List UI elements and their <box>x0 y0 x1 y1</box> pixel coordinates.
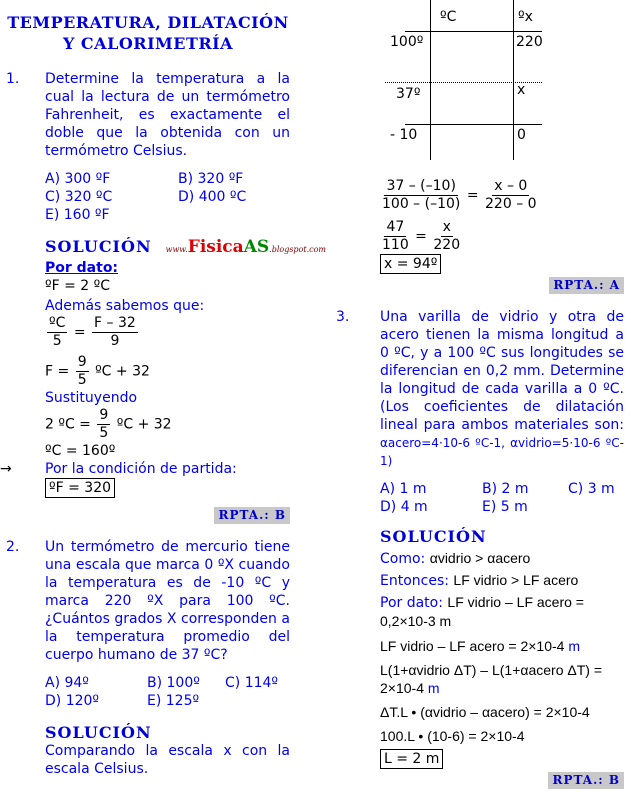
label-cm10: - 10 <box>390 127 418 143</box>
x-header: ºx <box>518 9 533 25</box>
problem-1-options <box>45 170 290 224</box>
label-x0: 0 <box>517 127 526 143</box>
answer-badge-row <box>336 771 624 789</box>
frac-num: 9 <box>99 407 109 423</box>
problem-1-text: Determine la temperatura a la cual la lectura de un termómetro Fahrenheit, es exactamente el doble que la obtenida con un termómetro Celsius. <box>45 71 290 159</box>
site-logo[interactable] <box>166 238 326 259</box>
label-c100: 100º <box>390 34 424 50</box>
unit-m: m <box>568 638 580 654</box>
celsius-axis <box>430 0 431 160</box>
problem-3-text <box>380 308 624 470</box>
solution-heading: SOLUCIÓN <box>45 237 152 256</box>
celsius-header: ºC <box>440 9 457 25</box>
equation-4 <box>45 407 290 442</box>
como-label: Como: <box>380 551 426 567</box>
answer-box: x = 94º <box>380 254 441 274</box>
sustituyendo-label: Sustituyendo <box>45 390 138 406</box>
equation-l4 <box>380 637 624 655</box>
equation-1: ºF = 2 ºC <box>45 278 111 294</box>
frac-den: 5 <box>77 372 87 388</box>
option-d: D) 4 m <box>380 499 428 515</box>
eq-l5: L(1+αvidrio ΔT) – L(1+αacero ΔT) = 2×10-4 <box>380 662 603 696</box>
x-axis <box>513 0 514 160</box>
comparison-text: Comparando la escala x con la escala Celsius. <box>45 743 290 777</box>
frac-num: 37 – (–10) <box>386 178 456 194</box>
dato-label: Por dato: <box>380 595 443 611</box>
equation-3 <box>45 354 290 389</box>
logo-prefix: www. <box>165 245 188 254</box>
title-line-2: Y CALORIMETRÍA <box>62 34 234 53</box>
option-c: C) 320 ºC <box>45 189 113 205</box>
problem-2-options <box>45 674 290 710</box>
condition-row <box>0 460 290 478</box>
option-e: E) 5 m <box>482 499 528 515</box>
equation-5: ºC = 160º <box>45 443 116 459</box>
option-d: D) 120º <box>45 693 100 709</box>
problem-1 <box>6 70 290 160</box>
answer-badge: RPTA.: B <box>214 507 290 524</box>
option-b: B) 2 m <box>482 481 529 497</box>
frac-den: 220 <box>433 237 461 253</box>
como-eq: αvidrio > αacero <box>429 550 531 566</box>
eq-l4: LF vidrio – LF acero = 2×10-4 <box>380 638 565 654</box>
option-d: D) 400 ºC <box>178 189 247 205</box>
option-b: B) 320 ºF <box>178 171 244 187</box>
frac-den: 5 <box>99 425 109 441</box>
problem-3-options <box>380 480 624 516</box>
problem-3-solution <box>380 528 624 769</box>
problem-2 <box>6 538 290 664</box>
problem-3-number: 3. <box>336 309 350 325</box>
page-title <box>6 12 290 54</box>
frac-den: 110 <box>382 237 409 253</box>
option-a: A) 1 m <box>380 481 427 497</box>
left-column <box>0 12 326 778</box>
frac-den: 220 – 0 <box>485 196 537 212</box>
problem-3 <box>336 308 624 470</box>
equation-l5 <box>380 661 624 697</box>
answer-badge-row <box>336 276 624 294</box>
logo-accent: AS <box>243 237 270 257</box>
proportion-equation: $\frac{37 - (-10)}{100 - (-10)}$ = $\frac{x - 0}{220 - 0}$ <box>382 178 537 212</box>
option-a: A) 300 ºF <box>45 171 111 187</box>
option-e: E) 160 ºF <box>45 207 110 223</box>
frac-num: F – 32 <box>94 315 136 331</box>
dato-line <box>380 593 624 631</box>
eq-left: F = <box>45 363 70 380</box>
label-x: x <box>517 82 526 98</box>
frac-num: x – 0 <box>494 178 528 194</box>
por-dato-label: Por dato: <box>45 260 119 276</box>
unit-m: m <box>427 680 440 696</box>
option-b: B) 100º <box>147 675 200 691</box>
right-column <box>336 178 624 789</box>
label-x220: 220 <box>516 34 543 50</box>
ademas-label: Además sabemos que: <box>45 298 205 314</box>
problem-2-number: 2. <box>6 539 20 555</box>
coefficients: αacero=4·10-6 ºC-1, αvidrio=5·10-6 ºC-1) <box>380 436 624 468</box>
answer-badge-row <box>6 506 290 524</box>
problem-1-number: 1. <box>6 71 20 87</box>
answer-box: L = 2 m <box>380 749 443 769</box>
solution-heading: SOLUCIÓN <box>45 723 152 742</box>
bottom-line <box>405 124 542 125</box>
frac-den: 9 <box>110 333 120 349</box>
option-a: A) 94º <box>45 675 89 691</box>
equation-l7: 100.L • (10-6) = 2×10-4 <box>380 728 525 744</box>
dato-eq: LF vidrio – LF acero = 0,2×10-3 m <box>380 594 584 629</box>
entonces-label: Entonces: <box>380 573 449 589</box>
frac-num: 47 <box>386 219 405 235</box>
eq-left: 2 ºC = <box>45 416 91 433</box>
como-line <box>380 549 624 568</box>
solution-heading: SOLUCIÓN <box>380 527 487 546</box>
frac-den: 5 <box>52 333 62 349</box>
frac-num: 9 <box>77 354 87 370</box>
equation-2: $\frac{\text{ºC}}{5}$ = $\frac{F - 32}{9}$ <box>49 315 136 349</box>
frac-num: x <box>442 219 451 235</box>
option-c: C) 3 m <box>568 481 615 497</box>
problem-2-text: Un termómetro de mercurio tiene una escala que marca 0 ºX cuando la temperatura es de -10 ºC y marca 220 ºX para 100 ºC. ¿Cuántos grados X corresponden a la temperatura promedio del cuerpo humano de 37 ºC? <box>45 539 290 663</box>
frac-den: 100 – (–10) <box>382 196 461 212</box>
title-line-1: TEMPERATURA, DILATACIÓN <box>7 13 289 32</box>
simplified-equation: $\frac{47}{110}$ = $\frac{x}{220}$ <box>382 219 461 253</box>
arrow-icon: → <box>0 461 12 477</box>
condicion-label: Por la condición de partida: <box>45 461 237 477</box>
option-e: E) 125º <box>147 693 200 709</box>
entonces-eq: LF vidrio > LF acero <box>453 572 579 588</box>
eq-right: ºC + 32 <box>95 363 150 380</box>
frac-num: ºC <box>49 315 66 331</box>
solution-header <box>45 237 326 259</box>
logo-suffix: .blogspot.com <box>269 245 326 254</box>
entonces-line <box>380 571 624 590</box>
eq-right: ºC + 32 <box>116 416 172 433</box>
answer-badge: RPTA.: A <box>549 277 624 294</box>
label-c37: 37º <box>396 86 421 102</box>
equation-l6: ΔT.L • (αvidrio – αacero) = 2×10-4 <box>380 704 590 720</box>
answer-box: ºF = 320 <box>45 478 115 498</box>
option-c: C) 114º <box>225 675 279 691</box>
answer-badge: RPTA.: B <box>548 772 624 789</box>
top-line <box>405 31 542 32</box>
problem-3-body: Una varilla de vidrio y otra de acero tienen la misma longitud a 0 ºC, y a 100 ºC sus longitudes se diferencian en 0,2 mm. Determine la longitud de cada varilla a 0 ºC. (Los coeficientes de dilatación lineal para ambos materiales son: <box>380 309 624 433</box>
logo-main: Fisica <box>187 237 244 257</box>
